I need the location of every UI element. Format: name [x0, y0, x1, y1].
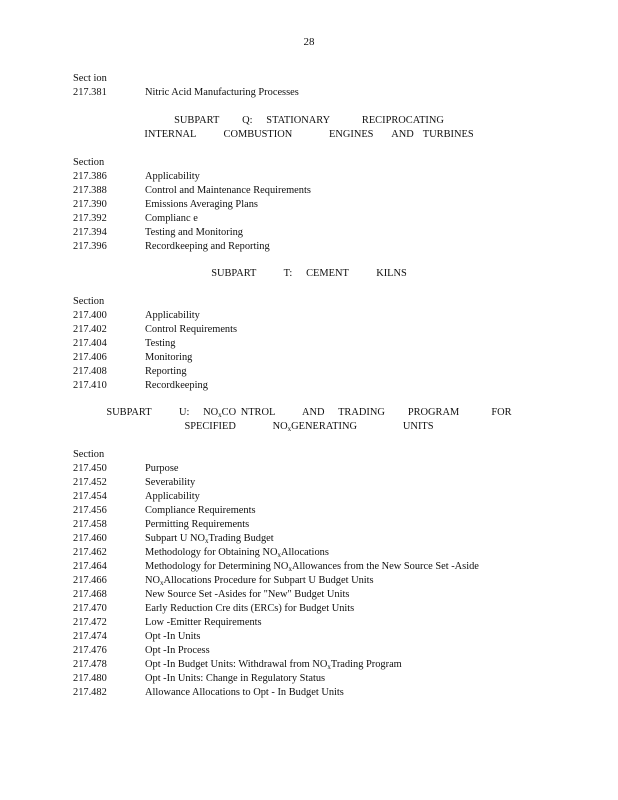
subpart-q-heading-line-1: SUBPART Q: STATIONARY RECIPROCATING	[174, 115, 444, 126]
section-number: 217.460	[73, 533, 107, 544]
section-number: 217.392	[73, 213, 107, 224]
section-number: 217.472	[73, 617, 107, 628]
section-title: Allowance Allocations to Opt - In Budget Units	[145, 687, 344, 698]
section-number: 217.464	[73, 561, 107, 572]
section-number: 217.458	[73, 519, 107, 530]
subscript-x: x	[277, 551, 281, 559]
section-title: Compliance Requirements	[145, 505, 256, 516]
heading-text: GENERATING UNITS	[291, 421, 434, 432]
section-label: Section	[73, 157, 105, 168]
section-number: 217.408	[73, 366, 107, 377]
heading-text: CO NTROL AND TRADING PROGRAM FOR	[221, 407, 512, 418]
title-text: Allowances from the New Source Set -Aside	[291, 561, 479, 572]
section-number: 217.406	[73, 352, 107, 363]
section-number: 217.394	[73, 227, 107, 238]
section-number: 217.478	[73, 659, 107, 670]
section-number: 217.454	[73, 491, 107, 502]
heading-text: SPECIFIED NO	[184, 421, 288, 432]
subpart-u-heading-line-2	[0, 420, 618, 436]
subscript-x: x	[327, 663, 331, 671]
section-number: 217.404	[73, 338, 107, 349]
title-text: Subpart U NO	[145, 533, 206, 544]
section-number: 217.388	[73, 185, 107, 196]
section-title: Opt -In Units: Change in Regulatory Status	[145, 673, 326, 684]
section-label: Section	[73, 449, 105, 460]
page-number: 28	[303, 36, 315, 48]
section-title: Emissions Averaging Plans	[145, 199, 258, 210]
section-number: 217.482	[73, 687, 107, 698]
section-number: 217.452	[73, 477, 107, 488]
section-title: Monitoring	[145, 352, 193, 363]
section-number: 217.396	[73, 241, 107, 252]
section-number: 217.480	[73, 673, 107, 684]
section-number: 217.400	[73, 310, 107, 321]
section-title: Testing and Monitoring	[145, 227, 243, 238]
title-text: Methodology for Determining NO	[145, 561, 289, 572]
section-number: 217.468	[73, 589, 107, 600]
subscript-x: x	[160, 579, 164, 587]
section-number: 217.381	[73, 87, 107, 98]
section-number: 217.462	[73, 547, 107, 558]
subscript-x: x	[287, 425, 292, 433]
title-text: Methodology for Obtaining NO	[145, 547, 278, 558]
title-text: NO	[145, 575, 161, 586]
section-title: Severability	[145, 477, 196, 488]
section-title: Nitric Acid Manufacturing Processes	[145, 87, 299, 98]
subpart-t-heading: SUBPART T: CEMENT KILNS	[211, 268, 407, 279]
section-number: 217.466	[73, 575, 107, 586]
section-title: New Source Set -Asides for "New" Budget Units	[145, 589, 350, 600]
section-number: 217.410	[73, 380, 107, 391]
section-title: Testing	[145, 338, 176, 349]
subscript-x: x	[288, 565, 292, 573]
section-title: Recordkeeping	[145, 380, 208, 391]
section-title: Low -Emitter Requirements	[145, 617, 262, 628]
section-title: Permitting Requirements	[145, 519, 250, 530]
section-title: Control and Maintenance Requirements	[145, 185, 311, 196]
section-title: Applicability	[145, 171, 200, 182]
section-number: 217.402	[73, 324, 107, 335]
title-text: Trading Budget	[208, 533, 274, 544]
section-number: 217.386	[73, 171, 107, 182]
section-title: Reporting	[145, 366, 187, 377]
section-title: Recordkeeping and Reporting	[145, 241, 270, 252]
subscript-x: x	[218, 411, 222, 419]
section-number: 217.390	[73, 199, 107, 210]
subpart-q-heading-line-2: INTERNAL COMBUSTION ENGINES AND TURBINES	[144, 129, 474, 140]
section-label: Sect ion	[73, 73, 107, 84]
title-text: Trading Program	[330, 659, 402, 670]
section-title: Purpose	[145, 463, 179, 474]
title-text: Allocations	[280, 547, 329, 558]
section-title: Complianc e	[145, 213, 198, 224]
section-number: 217.474	[73, 631, 107, 642]
section-number: 217.456	[73, 505, 107, 516]
section-label: Section	[73, 296, 105, 307]
subscript-x: x	[205, 537, 209, 545]
section-title: Opt -In Process	[145, 645, 210, 656]
section-number: 217.470	[73, 603, 107, 614]
heading-text: SUBPART U: NO	[106, 407, 219, 418]
section-title: Control Requirements	[145, 324, 238, 335]
section-number: 217.450	[73, 463, 107, 474]
section-title: Opt -In Units	[145, 631, 201, 642]
section-number: 217.476	[73, 645, 107, 656]
section-title: Applicability	[145, 310, 200, 321]
section-title: Applicability	[145, 491, 200, 502]
title-text: Allocations Procedure for Subpart U Budget Units	[163, 575, 374, 586]
section-title: Early Reduction Cre dits (ERCs) for Budget Units	[145, 603, 355, 614]
title-text: Opt -In Budget Units: Withdrawal from NO	[145, 659, 328, 670]
